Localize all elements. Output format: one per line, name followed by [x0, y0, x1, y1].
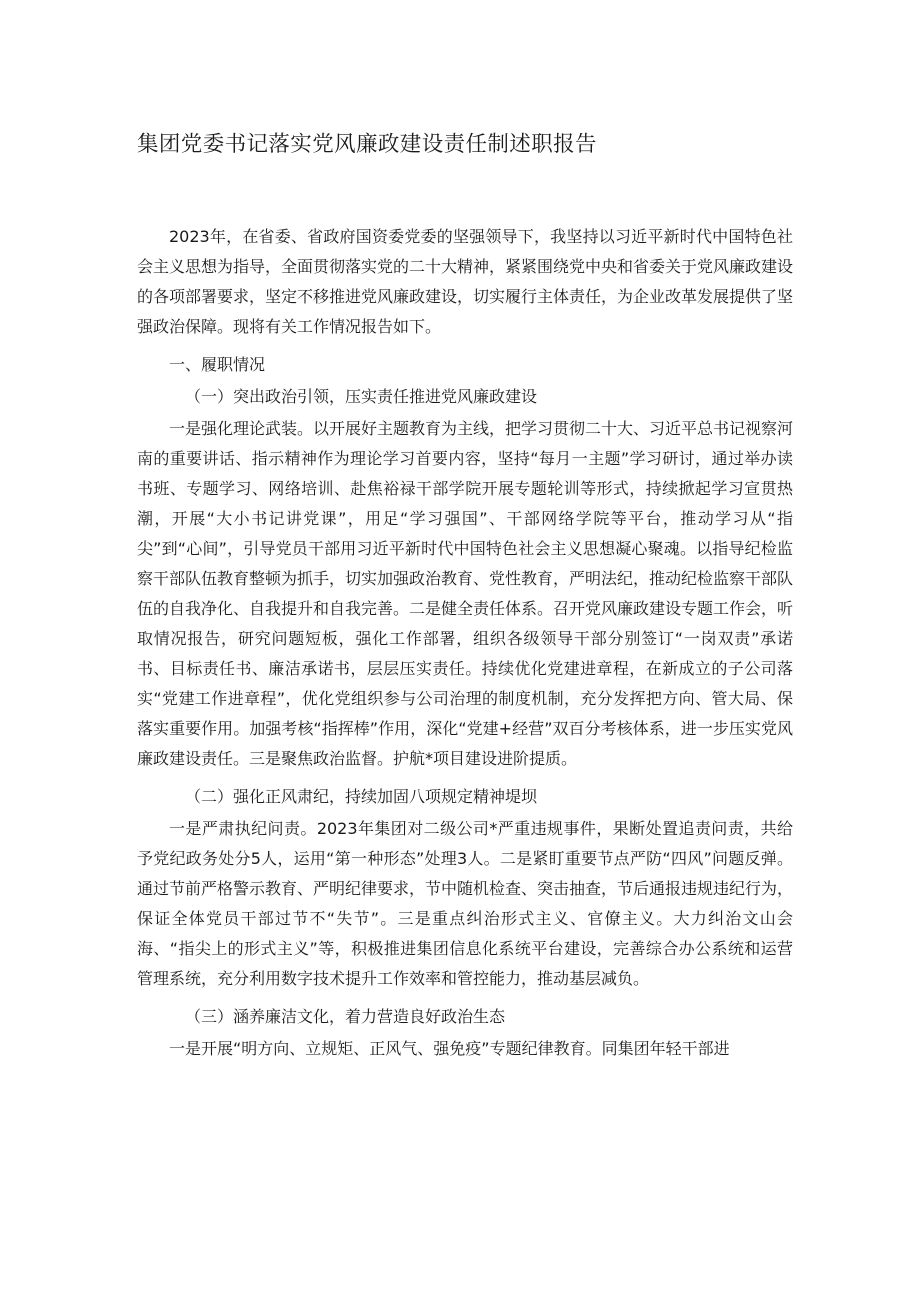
subsection-heading-3: （三）涵养廉洁文化，着力营造良好政治生态: [185, 1007, 506, 1026]
document-body: [137, 222, 793, 1064]
intro-paragraph: 2023年，在省委、省政府国资委党委的坚强领导下，我坚持以习近平新时代中国特色社会主义思想为指导，全面贯彻落实党的二十大精神，紧紧围绕党中央和省委关于党风廉政建设的各项部署要求，坚定不移推进党风廉政建设，切实履行主体责任，为企业改革发展提供了坚强政治保障。现将有关工作情况报告如下。: [137, 227, 794, 336]
section-heading-1: 一、履职情况: [169, 355, 266, 374]
subsection-body-2: 一是严肃执纪问责。2023年集团对二级公司*严重违规事件，果断处置追责问责，共给予党纪政务处分5人，运用“第一种形态”处理3人。二是紧盯重要节点严防“四风”问题反弹。通过节前严格警示教育、严明纪律要求，节中随机检查、突击抽查，节后通报违规违纪行为，保证全体党员干部过节不“失节”。三是重点纠治形式主义、官僚主义。大力纠治文山会海、“指尖上的形式主义”等，积极推进集团信息化系统平台建设，完善综合办公系统和运营管理系统，充分利用数字技术提升工作效率和管控能力，推动基层减负。: [137, 819, 794, 988]
subsection-heading-1: （一）突出政治引领，压实责任推进党风廉政建设: [185, 387, 538, 406]
subsection-body-1: 一是强化理论武装。以开展好主题教育为主线，把学习贯彻二十大、习近平总书记视察河南的重要讲话、指示精神作为理论学习首要内容，坚持“每月一主题”学习研讨，通过举办读书班、专题学习、网络培训、赴焦裕禄干部学院开展专题轮训等形式，持续掀起学习宣贯热潮，开展“大小书记讲党课”，用足“学习强国”、干部网络学院等平台，推动学习从“指尖”到“心间”，引导党员干部用习近平新时代中国特色社会主义思想凝心聚魂。以指导纪检监察干部队伍教育整顿为抓手，切实加强政治教育、党性教育，严明法纪，推动纪检监察干部队伍的自我净化、自我提升和自我完善。二是健全责任体系。召开党风廉政建设专题工作会，听取情况报告，研究问题短板，强化工作部署，组织各级领导干部分别签订“一岗双责”承诺书、目标责任书、廉洁承诺书，层层压实责任。持续优化党建进章程，在新成立的子公司落实“党建工作进章程”，优化党组织参与公司治理的制度机制，充分发挥把方向、管大局、保落实重要作用。加强考核“指挥棒”作用，深化“党建+经营”双百分考核体系，进一步压实党风廉政建设责任。三是聚焦政治监督。护航*项目建设进阶提质。: [137, 419, 794, 768]
subsection-body-3: 一是开展“明方向、立规矩、正风气、强免疫”专题纪律教育。同集团年轻干部进: [169, 1039, 730, 1058]
subsection-heading-2: （二）强化正风肃纪，持续加固八项规定精神堤坝: [185, 787, 538, 806]
document-title: 集团党委书记落实党风廉政建设责任制述职报告: [137, 132, 597, 157]
